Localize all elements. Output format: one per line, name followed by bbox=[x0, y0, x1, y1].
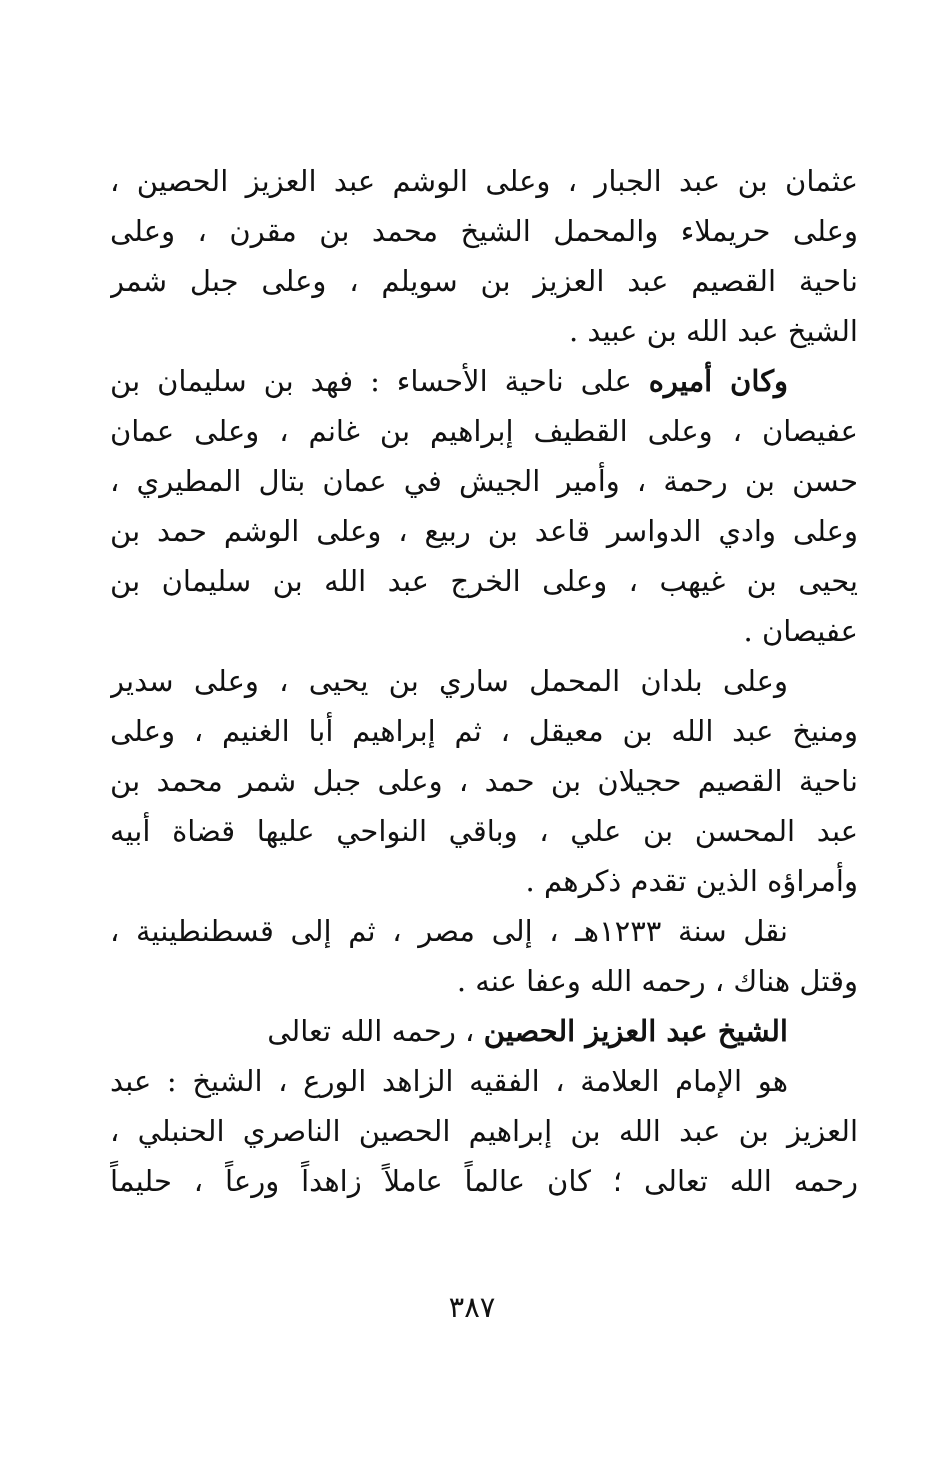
text-line: عبد المحسن بن علي ، وباقي النواحي عليها قضاة أبيه bbox=[110, 814, 858, 848]
text-line: عفيصان ، وعلى القطيف إبراهيم بن غانم ، وعلى عمان bbox=[110, 414, 858, 448]
text-line: الشيخ عبد الله بن عبيد . bbox=[568, 314, 858, 348]
text-line: نقل سنة ١٢٣٣هـ ، إلى مصر ، ثم إلى قسطنطينية ، bbox=[110, 914, 788, 948]
text-line: وعلى بلدان المحمل ساري بن يحيى ، وعلى سدير bbox=[110, 664, 788, 698]
text-line: يحيى بن غيهب ، وعلى الخرج عبد الله بن سليمان بن bbox=[110, 564, 858, 598]
text-line: رحمه الله تعالى ؛ كان عالماً عاملاً زاهداً ورعاً ، حليماً bbox=[110, 1164, 858, 1198]
bold-lead: وكان أميره bbox=[648, 364, 789, 398]
text-line: وعلى وادي الدواسر قاعد بن ربيع ، وعلى الوشم حمد بن bbox=[110, 514, 858, 548]
text-line: عثمان بن عبد الجبار ، وعلى الوشم عبد العزيز الحصين ، bbox=[110, 164, 858, 198]
heading-suffix: ، رحمه الله تعالى bbox=[267, 1014, 484, 1048]
text-line: حسن بن رحمة ، وأمير الجيش في عمان بتال المطيري ، bbox=[110, 464, 858, 498]
text-line: ومنيخ عبد الله بن معيقل ، ثم إبراهيم أبا الغنيم ، وعلى bbox=[110, 714, 858, 748]
lead-rest: على ناحية الأحساء : فهد بن سليمان بن bbox=[110, 364, 649, 398]
text-line: ناحية القصيم عبد العزيز بن سويلم ، وعلى جبل شمر bbox=[110, 264, 858, 298]
text-line: عفيصان . bbox=[743, 614, 858, 648]
page-number: ٣٨٧ bbox=[448, 1290, 496, 1324]
text-line: العزيز بن عبد الله بن إبراهيم الحصين الناصري الحنبلي ، bbox=[110, 1114, 858, 1148]
section-heading bbox=[110, 1006, 858, 1056]
text-line: وعلى حريملاء والمحمل الشيخ محمد بن مقرن ، وعلى bbox=[110, 214, 858, 248]
text-line: وقتل هناك ، رحمه الله وعفا عنه . bbox=[456, 964, 858, 998]
paragraph-lead-line bbox=[110, 356, 858, 406]
text-line: هو الإمام العلامة ، الفقيه الزاهد الورع ، الشيخ : عبد bbox=[110, 1064, 788, 1098]
body-text bbox=[110, 156, 858, 1206]
heading-title: الشيخ عبد العزيز الحصين bbox=[483, 1014, 788, 1048]
text-line: وأمراؤه الذين تقدم ذكرهم . bbox=[525, 864, 858, 898]
text-line: ناحية القصيم حجيلان بن حمد ، وعلى جبل شمر محمد بن bbox=[110, 764, 858, 798]
